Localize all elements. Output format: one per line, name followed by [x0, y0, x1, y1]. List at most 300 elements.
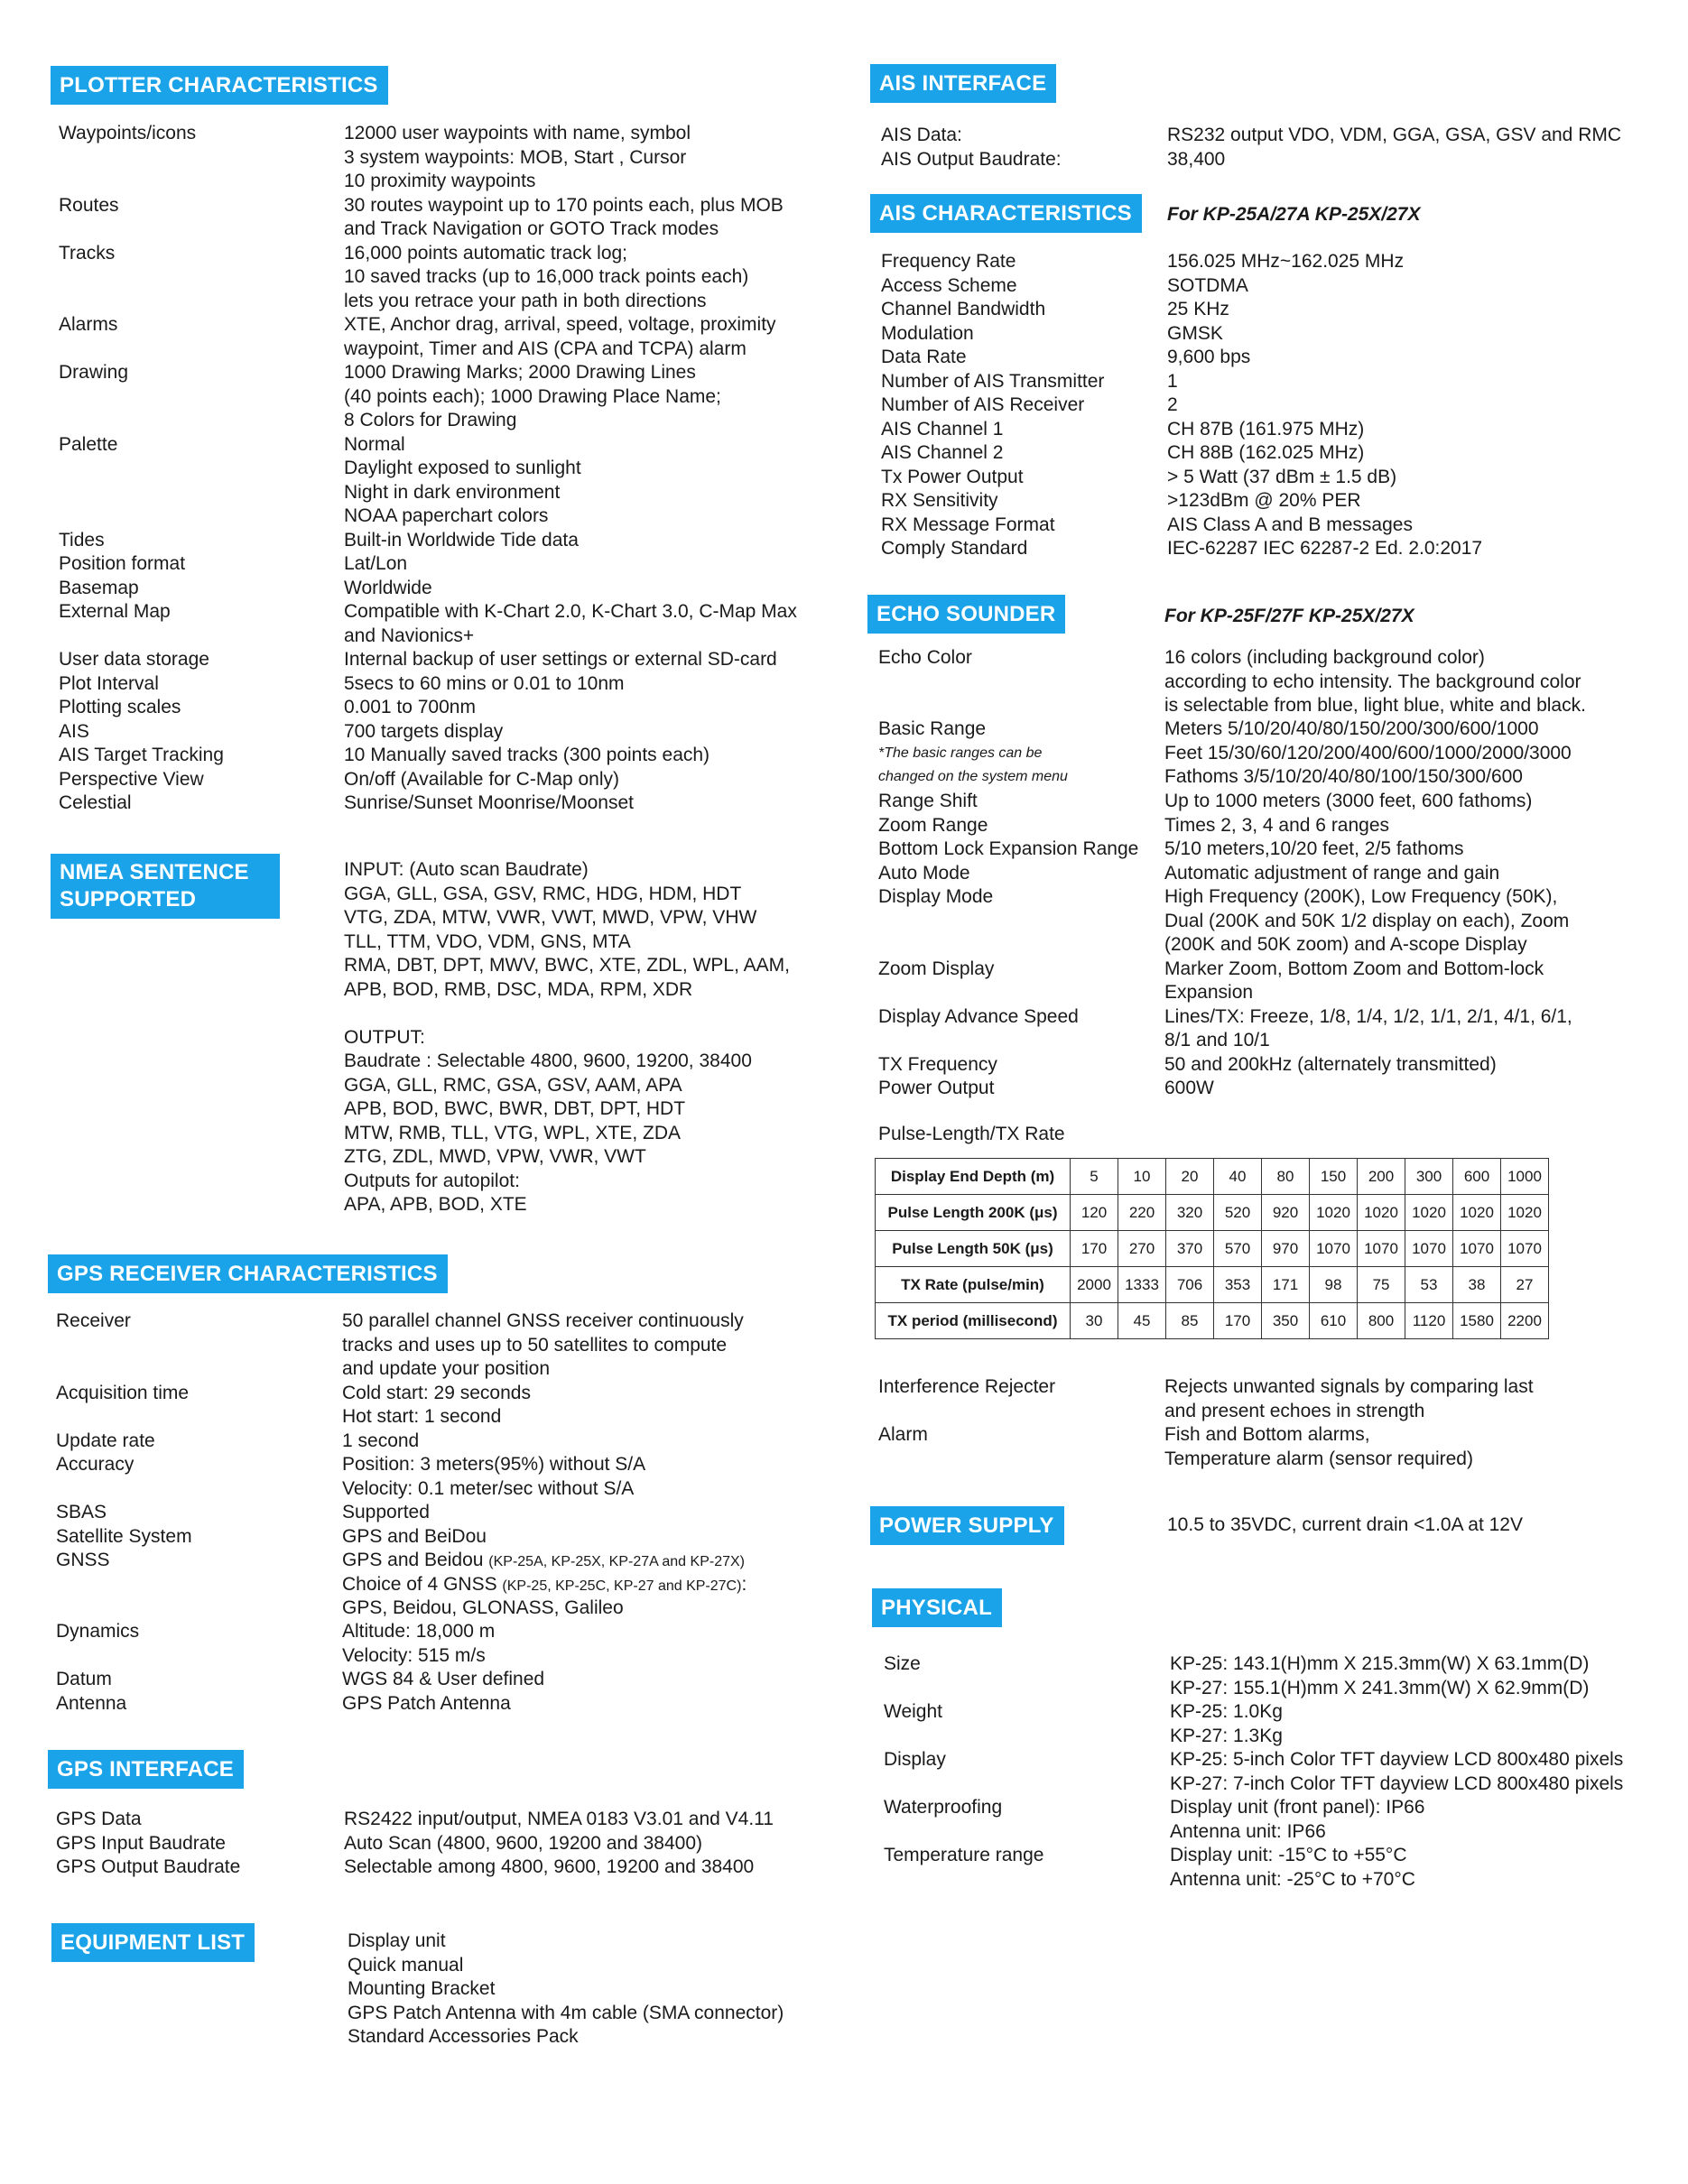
table-cell: 30 [1071, 1303, 1118, 1339]
table-row-header: Display End Depth (m) [876, 1159, 1071, 1195]
spec-label: Plotting scales [59, 697, 181, 717]
spec-label: Tides [59, 529, 105, 551]
spec-value-line: Night in dark environment [344, 481, 561, 503]
physical-heading: PHYSICAL [872, 1588, 1002, 1627]
table-cell: 1120 [1405, 1303, 1453, 1339]
spec-label: Weight [884, 1701, 942, 1722]
spec-value [344, 122, 691, 194]
table-cell: 300 [1405, 1159, 1453, 1195]
spec-value [1167, 537, 1482, 561]
table-cell: 800 [1358, 1303, 1405, 1339]
spec-label: GPS Output Baudrate [56, 1856, 241, 1877]
spec-value [342, 1382, 531, 1430]
spec-value-line: Auto Scan (4800, 9600, 19200 and 38400) [344, 1832, 702, 1854]
spec-value-line: GMSK [1167, 322, 1223, 344]
spec-value-line: NOAA paperchart colors [344, 505, 549, 526]
spec-value-line: Antenna unit: IP66 [1170, 1820, 1326, 1842]
spec-label: Temperature range [884, 1845, 1044, 1865]
table-cell: 350 [1262, 1303, 1310, 1339]
spec-value [344, 242, 748, 314]
table-cell: 1020 [1358, 1195, 1405, 1231]
spec-value-line: Cold start: 29 seconds [342, 1382, 531, 1403]
table-cell: 320 [1166, 1195, 1214, 1231]
spec-value [1164, 1053, 1497, 1078]
gnss-value: GPS and Beidou (KP-25A, KP-25X, KP-27A and KP-27X) Choice of 4 GNSS (KP-25, KP-25C, KP-27 and KP-27C): GPS, Beidou, GLONASS, Galileo [342, 1550, 747, 1618]
spec-value-line: Sunrise/Sunset Moonrise/Moonset [344, 792, 634, 813]
spec-value-line: XTE, Anchor drag, arrival, speed, voltage, proximity [344, 314, 776, 335]
spec-value [1167, 466, 1396, 490]
echo-models-note: For KP-25F/27F KP-25X/27X [1164, 606, 1414, 626]
spec-value-line: 156.025 MHz~162.025 MHz [1167, 251, 1405, 272]
table-cell: 40 [1214, 1159, 1262, 1195]
table-cell: 1020 [1310, 1195, 1358, 1231]
spec-value-line: and Track Navigation or GOTO Track modes [344, 218, 719, 239]
ais-characteristics-heading: AIS CHARACTERISTICS [870, 194, 1142, 233]
spec-value [1164, 862, 1499, 886]
list-line: GPS Patch Antenna with 4m cable (SMA connector) [348, 2002, 784, 2023]
spec-label: AIS [59, 720, 89, 742]
table-row-header: TX Rate (pulse/min) [876, 1267, 1071, 1303]
list-line: Meters 5/10/20/40/80/150/200/300/600/1000 [1164, 718, 1539, 739]
spec-value [344, 696, 476, 720]
spec-label: Access Scheme [881, 274, 1017, 296]
list-line: MTW, RMB, TLL, VTG, WPL, XTE, ZDA [344, 1122, 681, 1143]
spec-value [1167, 298, 1229, 322]
spec-label: Waterproofing [884, 1797, 1003, 1818]
spec-label: Routes [59, 194, 119, 216]
spec-value [1167, 489, 1361, 514]
spec-value-line: lets you retrace your path in both directions [344, 290, 707, 311]
spec-label: Number of AIS Transmitter [881, 370, 1105, 392]
spec-label: AIS Data: [881, 125, 962, 145]
gnss-label: GNSS [56, 1550, 110, 1570]
spec-label: AIS Target Tracking [59, 745, 224, 765]
list-line: TLL, TTM, VDO, VDM, GNS, MTA [344, 930, 631, 952]
spec-value [342, 1692, 511, 1717]
spec-value-line: 9,600 bps [1167, 347, 1251, 367]
spec-label: Drawing [59, 362, 129, 383]
spec-label: Alarms [59, 314, 118, 335]
spec-value [342, 1430, 419, 1454]
spec-value [1167, 322, 1223, 347]
spec-label: Size [884, 1653, 921, 1674]
spec-value-line: KP-27: 1.3Kg [1170, 1725, 1283, 1746]
spec-label: AIS Channel 2 [881, 442, 1004, 463]
spec-label: AIS Output Baudrate: [881, 148, 1062, 170]
table-cell: 1020 [1501, 1195, 1549, 1231]
spec-value-line: 3 system waypoints: MOB, Start , Cursor [344, 146, 687, 168]
list-line: Display unit [348, 1930, 446, 1951]
spec-value [342, 1309, 744, 1382]
table-cell: 45 [1118, 1303, 1166, 1339]
spec-label: Number of AIS Receiver [881, 394, 1085, 415]
spec-label: Palette [59, 433, 118, 455]
spec-value-line: 1 second [342, 1430, 420, 1451]
pulse-table-title: Pulse-Length/TX Rate [878, 1124, 1065, 1144]
spec-value-line: Display unit (front panel): IP66 [1170, 1797, 1425, 1818]
spec-label: RX Message Format [881, 514, 1055, 535]
table-cell: 570 [1214, 1231, 1262, 1267]
list-line: Outputs for autopilot: [344, 1170, 520, 1191]
table-row [876, 1231, 1549, 1267]
spec-value [1167, 393, 1178, 418]
table-cell: 170 [1214, 1303, 1262, 1339]
spec-value [1170, 1652, 1589, 1700]
spec-value-line: RS2422 input/output, NMEA 0183 V3.01 and V4.11 [344, 1809, 774, 1829]
list-line: Baudrate : Selectable 4800, 9600, 19200, 38400 [344, 1050, 752, 1071]
spec-value-line: KP-27: 7-inch Color TFT dayview LCD 800x480 pixels [1170, 1772, 1624, 1794]
spec-label: External Map [59, 601, 171, 622]
spec-value [344, 361, 721, 433]
table-cell: 150 [1310, 1159, 1358, 1195]
spec-value-line: and update your position [342, 1358, 551, 1379]
table-cell: 75 [1358, 1267, 1405, 1303]
spec-value-line: tracks and uses up to 50 satellites to compute [342, 1334, 728, 1356]
spec-label: Waypoints/icons [59, 123, 197, 143]
spec-value-line: AIS Class A and B messages [1167, 514, 1413, 535]
gps-receiver-heading: GPS RECEIVER CHARACTERISTICS [48, 1254, 448, 1293]
spec-label: Dynamics [56, 1621, 140, 1642]
spec-label: GPS Data [56, 1809, 142, 1829]
table-cell: 53 [1405, 1267, 1453, 1303]
spec-value [344, 720, 503, 745]
spec-label: Celestial [59, 792, 132, 813]
nmea-heading: NMEA SENTENCE SUPPORTED [51, 854, 280, 919]
power-supply-heading: POWER SUPPLY [870, 1506, 1064, 1545]
spec-value-line: 8/1 and 10/1 [1164, 1030, 1270, 1050]
pulse-length-table [875, 1158, 1549, 1339]
spec-value [1167, 441, 1364, 466]
spec-value-line: 10 proximity waypoints [344, 171, 536, 191]
spec-value [344, 577, 432, 601]
spec-value-line: 5secs to 60 mins or 0.01 to 10nm [344, 672, 625, 694]
spec-value-line: 8 Colors for Drawing [344, 410, 517, 430]
spec-value [342, 1501, 430, 1525]
spec-value [1170, 1844, 1415, 1892]
spec-value-line: Worldwide [344, 577, 432, 598]
table-row [876, 1267, 1549, 1303]
spec-label: Satellite System [56, 1525, 192, 1547]
spec-value-line: High Frequency (200K), Low Frequency (50K), [1164, 886, 1558, 907]
list-line: Feet 15/30/60/120/200/400/600/1000/2000/3000 [1164, 742, 1572, 763]
spec-value [1170, 1748, 1623, 1796]
spec-value-line: Velocity: 515 m/s [342, 1644, 486, 1666]
spec-value-line: 25 KHz [1167, 299, 1229, 319]
spec-value-line: Built-in Worldwide Tide data [344, 529, 579, 551]
spec-value [1164, 885, 1569, 958]
spec-value-line: 10 saved tracks (up to 16,000 track points each) [344, 266, 749, 287]
spec-label: Display [884, 1749, 946, 1770]
spec-value-line: 1000 Drawing Marks; 2000 Drawing Lines [344, 362, 696, 383]
spec-value [344, 648, 777, 672]
table-cell: 38 [1453, 1267, 1501, 1303]
spec-value-line: IEC-62287 IEC 62287-2 Ed. 2.0:2017 [1167, 538, 1483, 559]
spec-value-line: On/off (Available for C-Map only) [344, 768, 620, 790]
table-cell: 270 [1118, 1231, 1166, 1267]
spec-label: Display Advance Speed [878, 1005, 1079, 1027]
echo-sounder-heading: ECHO SOUNDER [867, 595, 1065, 634]
list-line: Fathoms 3/5/10/20/40/80/100/150/300/600 [1164, 766, 1523, 787]
spec-value [344, 672, 625, 697]
spec-label: Tx Power Output [881, 466, 1024, 487]
spec-value [1167, 274, 1248, 299]
spec-value-line: > 5 Watt (37 dBm ± 1.5 dB) [1167, 466, 1397, 487]
table-cell: 120 [1071, 1195, 1118, 1231]
table-cell: 80 [1262, 1159, 1310, 1195]
table-row-header: Pulse Length 200K (μs) [876, 1195, 1071, 1231]
spec-value-line: and Navionics+ [344, 625, 475, 646]
table-cell: 520 [1214, 1195, 1262, 1231]
spec-value [1167, 418, 1364, 442]
spec-label: GPS Input Baudrate [56, 1832, 226, 1854]
spec-value-line: is selectable from blue, light blue, white and black. [1164, 695, 1586, 716]
spec-label: User data storage [59, 649, 209, 670]
spec-value-line: 50 parallel channel GNSS receiver continuously [342, 1310, 744, 1331]
spec-label: TX Frequency [878, 1053, 997, 1075]
spec-label: Tracks [59, 242, 116, 264]
equipment-heading: EQUIPMENT LIST [51, 1923, 255, 1962]
spec-value-line: 5/10 meters,10/20 feet, 2/5 fathoms [1164, 838, 1464, 859]
spec-value [344, 552, 407, 577]
table-cell: 220 [1118, 1195, 1166, 1231]
list-line: APA, APB, BOD, XTE [344, 1194, 527, 1215]
spec-label: SBAS [56, 1502, 107, 1522]
spec-value [1164, 1005, 1572, 1053]
table-row [876, 1159, 1549, 1195]
spec-value-line: CH 88B (162.025 MHz) [1167, 442, 1365, 463]
spec-value [344, 313, 776, 361]
spec-value-line: 38,400 [1167, 148, 1226, 170]
spec-label: Interference Rejecter [878, 1376, 1056, 1397]
spec-value-line: Internal backup of user settings or external SD-card [344, 649, 777, 670]
spec-value-line: Up to 1000 meters (3000 feet, 600 fathoms) [1164, 791, 1533, 811]
spec-value-line: Times 2, 3, 4 and 6 ranges [1164, 814, 1390, 836]
spec-value-line: RS232 output VDO, VDM, GGA, GSA, GSV and RMC [1167, 125, 1622, 145]
spec-value-line: Expansion [1164, 982, 1254, 1003]
list-line: Quick manual [348, 1954, 464, 1976]
spec-value [344, 529, 579, 553]
list-line: ZTG, ZDL, MWD, VPW, VWR, VWT [344, 1146, 646, 1167]
gps-interface-heading: GPS INTERFACE [48, 1750, 244, 1789]
spec-value [344, 1832, 702, 1856]
spec-value-line: Position: 3 meters(95%) without S/A [342, 1454, 646, 1475]
spec-value [342, 1668, 544, 1692]
spec-value [1164, 958, 1544, 1005]
plotter-heading: PLOTTER CHARACTERISTICS [51, 66, 388, 105]
spec-label: Zoom Range [878, 814, 988, 836]
spec-value-line: Supported [342, 1502, 430, 1522]
spec-value [1164, 1423, 1473, 1471]
power-supply-value: 10.5 to 35VDC, current drain <1.0A at 12V [1167, 1514, 1523, 1535]
spec-value-line: 12000 user waypoints with name, symbol [344, 123, 691, 143]
spec-label: Zoom Display [878, 958, 995, 979]
spec-value-line: KP-25: 1.0Kg [1170, 1701, 1283, 1722]
spec-value-line: and present echoes in strength [1164, 1400, 1425, 1421]
spec-value-line: SOTDMA [1167, 274, 1248, 296]
table-cell: 353 [1214, 1267, 1262, 1303]
spec-label: AIS Channel 1 [881, 418, 1004, 440]
spec-value-line: Lines/TX: Freeze, 1/8, 1/4, 1/2, 1/1, 2/1, 4/1, 6/1, [1164, 1005, 1572, 1027]
table-cell: 1070 [1358, 1231, 1405, 1267]
list-line: APB, BOD, RMB, DSC, MDA, RPM, XDR [344, 978, 693, 1000]
spec-label: Acquisition time [56, 1382, 190, 1403]
table-cell: 170 [1071, 1231, 1118, 1267]
table-row-header: Pulse Length 50K (μs) [876, 1231, 1071, 1267]
spec-value-line: >123dBm @ 20% PER [1167, 490, 1361, 511]
spec-value [1164, 1375, 1534, 1423]
spec-label: Position format [59, 553, 186, 574]
spec-value-line: Hot start: 1 second [342, 1406, 502, 1427]
table-cell: 970 [1262, 1231, 1310, 1267]
spec-value-line: GPS Patch Antenna [342, 1692, 511, 1714]
table-cell: 98 [1310, 1267, 1358, 1303]
spec-label: Alarm [878, 1424, 928, 1445]
spec-value [1164, 814, 1389, 838]
spec-value-line: 30 routes waypoint up to 170 points each, plus MOB [344, 194, 784, 216]
spec-value [1170, 1700, 1283, 1748]
spec-value-line: (40 points each); 1000 Drawing Place Name; [344, 385, 721, 407]
list-line: GGA, GLL, GSA, GSV, RMC, HDG, HDM, HDT [344, 883, 742, 904]
list-line: OUTPUT: [344, 1026, 425, 1048]
table-cell: 1020 [1453, 1195, 1501, 1231]
spec-value-line: Velocity: 0.1 meter/sec without S/A [342, 1477, 635, 1499]
table-cell: 2000 [1071, 1267, 1118, 1303]
spec-value-line: 16 colors (including background color) [1164, 647, 1485, 668]
spec-value-line: Compatible with K-Chart 2.0, K-Chart 3.0, C-Map Max [344, 601, 797, 622]
spec-value [344, 1855, 754, 1880]
basic-range-label-block: Basic Range *The basic ranges can be changed on the system menu [878, 718, 1068, 784]
spec-value [1167, 346, 1250, 370]
spec-value [344, 768, 619, 792]
spec-value [1164, 838, 1464, 862]
table-cell: 1070 [1310, 1231, 1358, 1267]
spec-value-line: GPS and BeiDou [342, 1525, 487, 1547]
spec-value [344, 194, 784, 242]
table-cell: 1070 [1501, 1231, 1549, 1267]
spec-label: Comply Standard [881, 538, 1028, 559]
spec-value [342, 1620, 495, 1668]
spec-value-line: 2 [1167, 394, 1178, 415]
spec-label: Basemap [59, 577, 139, 598]
table-cell: 10 [1118, 1159, 1166, 1195]
spec-label: Channel Bandwidth [881, 299, 1046, 319]
spec-value-line: 700 targets display [344, 720, 504, 742]
spec-value-line: KP-25: 143.1(H)mm X 215.3mm(W) X 63.1mm(D) [1170, 1653, 1590, 1674]
spec-label: Frequency Rate [881, 251, 1016, 272]
table-cell: 171 [1262, 1267, 1310, 1303]
list-line: APB, BOD, BWC, BWR, DBT, DPT, HDT [344, 1098, 686, 1119]
spec-value-line: (200K and 50K zoom) and A-scope Display [1164, 934, 1527, 955]
spec-label: Accuracy [56, 1454, 134, 1475]
spec-label: Data Rate [881, 347, 967, 367]
spec-value-line: waypoint, Timer and AIS (CPA and TCPA) alarm [344, 338, 747, 359]
spec-value [344, 1808, 774, 1832]
table-row-header: TX period (millisecond) [876, 1303, 1071, 1339]
table-cell: 1070 [1405, 1231, 1453, 1267]
spec-label: Modulation [881, 322, 974, 344]
spec-value [1167, 250, 1404, 274]
spec-label: Range Shift [878, 791, 978, 811]
spec-value-line: Selectable among 4800, 9600, 19200 and 38400 [344, 1856, 755, 1877]
spec-label: Display Mode [878, 886, 994, 907]
spec-value-line: Marker Zoom, Bottom Zoom and Bottom-lock [1164, 958, 1544, 979]
spec-label: RX Sensitivity [881, 490, 998, 511]
list-line: INPUT: (Auto scan Baudrate) [344, 859, 589, 880]
spec-label: Power Output [878, 1078, 995, 1098]
spec-value-line: Dual (200K and 50K 1/2 display on each), Zoom [1164, 910, 1570, 931]
table-cell: 920 [1262, 1195, 1310, 1231]
spec-label: Auto Mode [878, 862, 970, 884]
spec-label: Antenna [56, 1692, 127, 1714]
table-row [876, 1303, 1549, 1339]
spec-value-line: KP-25: 5-inch Color TFT dayview LCD 800x480 pixels [1170, 1749, 1624, 1770]
spec-value [1167, 148, 1225, 172]
spec-value-line: WGS 84 & User defined [342, 1669, 545, 1689]
spec-value [342, 1525, 487, 1550]
spec-value [342, 1453, 645, 1501]
table-cell: 1580 [1453, 1303, 1501, 1339]
spec-label: Datum [56, 1669, 112, 1689]
spec-value [344, 744, 710, 768]
spec-value-line: 0.001 to 700nm [344, 697, 476, 717]
spec-label: Update rate [56, 1430, 155, 1451]
list-line: VTG, ZDA, MTW, VWR, VWT, MWD, VPW, VHW [344, 907, 757, 928]
table-cell: 5 [1071, 1159, 1118, 1195]
table-cell: 2200 [1501, 1303, 1549, 1339]
table-cell: 1070 [1453, 1231, 1501, 1267]
spec-value-line: 16,000 points automatic track log; [344, 242, 628, 264]
table-cell: 85 [1166, 1303, 1214, 1339]
table-row [876, 1195, 1549, 1231]
spec-value-line: 1 [1167, 370, 1178, 392]
spec-label: Plot Interval [59, 672, 159, 694]
spec-value-line: Display unit: -15°C to +55°C [1170, 1845, 1407, 1865]
table-cell: 370 [1166, 1231, 1214, 1267]
spec-value [344, 791, 634, 816]
spec-value-line: Daylight exposed to sunlight [344, 458, 581, 478]
ais-models-note: For KP-25A/27A KP-25X/27X [1167, 204, 1421, 225]
list-line: RMA, DBT, DPT, MWV, BWC, XTE, ZDL, WPL, AAM, [344, 955, 790, 976]
spec-value [1164, 646, 1586, 718]
spec-value [344, 600, 797, 648]
table-cell: 1020 [1405, 1195, 1453, 1231]
spec-value-line: Temperature alarm (sensor required) [1164, 1448, 1473, 1469]
spec-value-line: Fish and Bottom alarms, [1164, 1424, 1370, 1445]
table-cell: 27 [1501, 1267, 1549, 1303]
spec-value-line: 50 and 200kHz (alternately transmitted) [1164, 1053, 1497, 1075]
spec-value-line: CH 87B (161.975 MHz) [1167, 418, 1365, 440]
table-cell: 610 [1310, 1303, 1358, 1339]
spec-value-line: according to echo intensity. The background color [1164, 671, 1581, 692]
spec-value [1167, 370, 1178, 394]
spec-value-line: 600W [1164, 1078, 1214, 1098]
spec-value [1164, 1077, 1214, 1101]
table-cell: 1333 [1118, 1267, 1166, 1303]
spec-value-line: Lat/Lon [344, 553, 408, 574]
spec-value-line: Normal [344, 433, 405, 455]
spec-value-line: KP-27: 155.1(H)mm X 241.3mm(W) X 62.9mm(D) [1170, 1677, 1590, 1698]
spec-label: Bottom Lock Expansion Range [878, 838, 1139, 859]
spec-label: Receiver [56, 1310, 131, 1331]
spec-value-line: Altitude: 18,000 m [342, 1621, 496, 1642]
spec-value-line: Antenna unit: -25°C to +70°C [1170, 1868, 1415, 1890]
list-line: Standard Accessories Pack [348, 2026, 579, 2047]
spec-value-line: Rejects unwanted signals by comparing last [1164, 1376, 1534, 1397]
spec-label: Echo Color [878, 647, 972, 668]
list-line [344, 1002, 790, 1026]
table-cell: 200 [1358, 1159, 1405, 1195]
spec-value [1167, 514, 1413, 538]
